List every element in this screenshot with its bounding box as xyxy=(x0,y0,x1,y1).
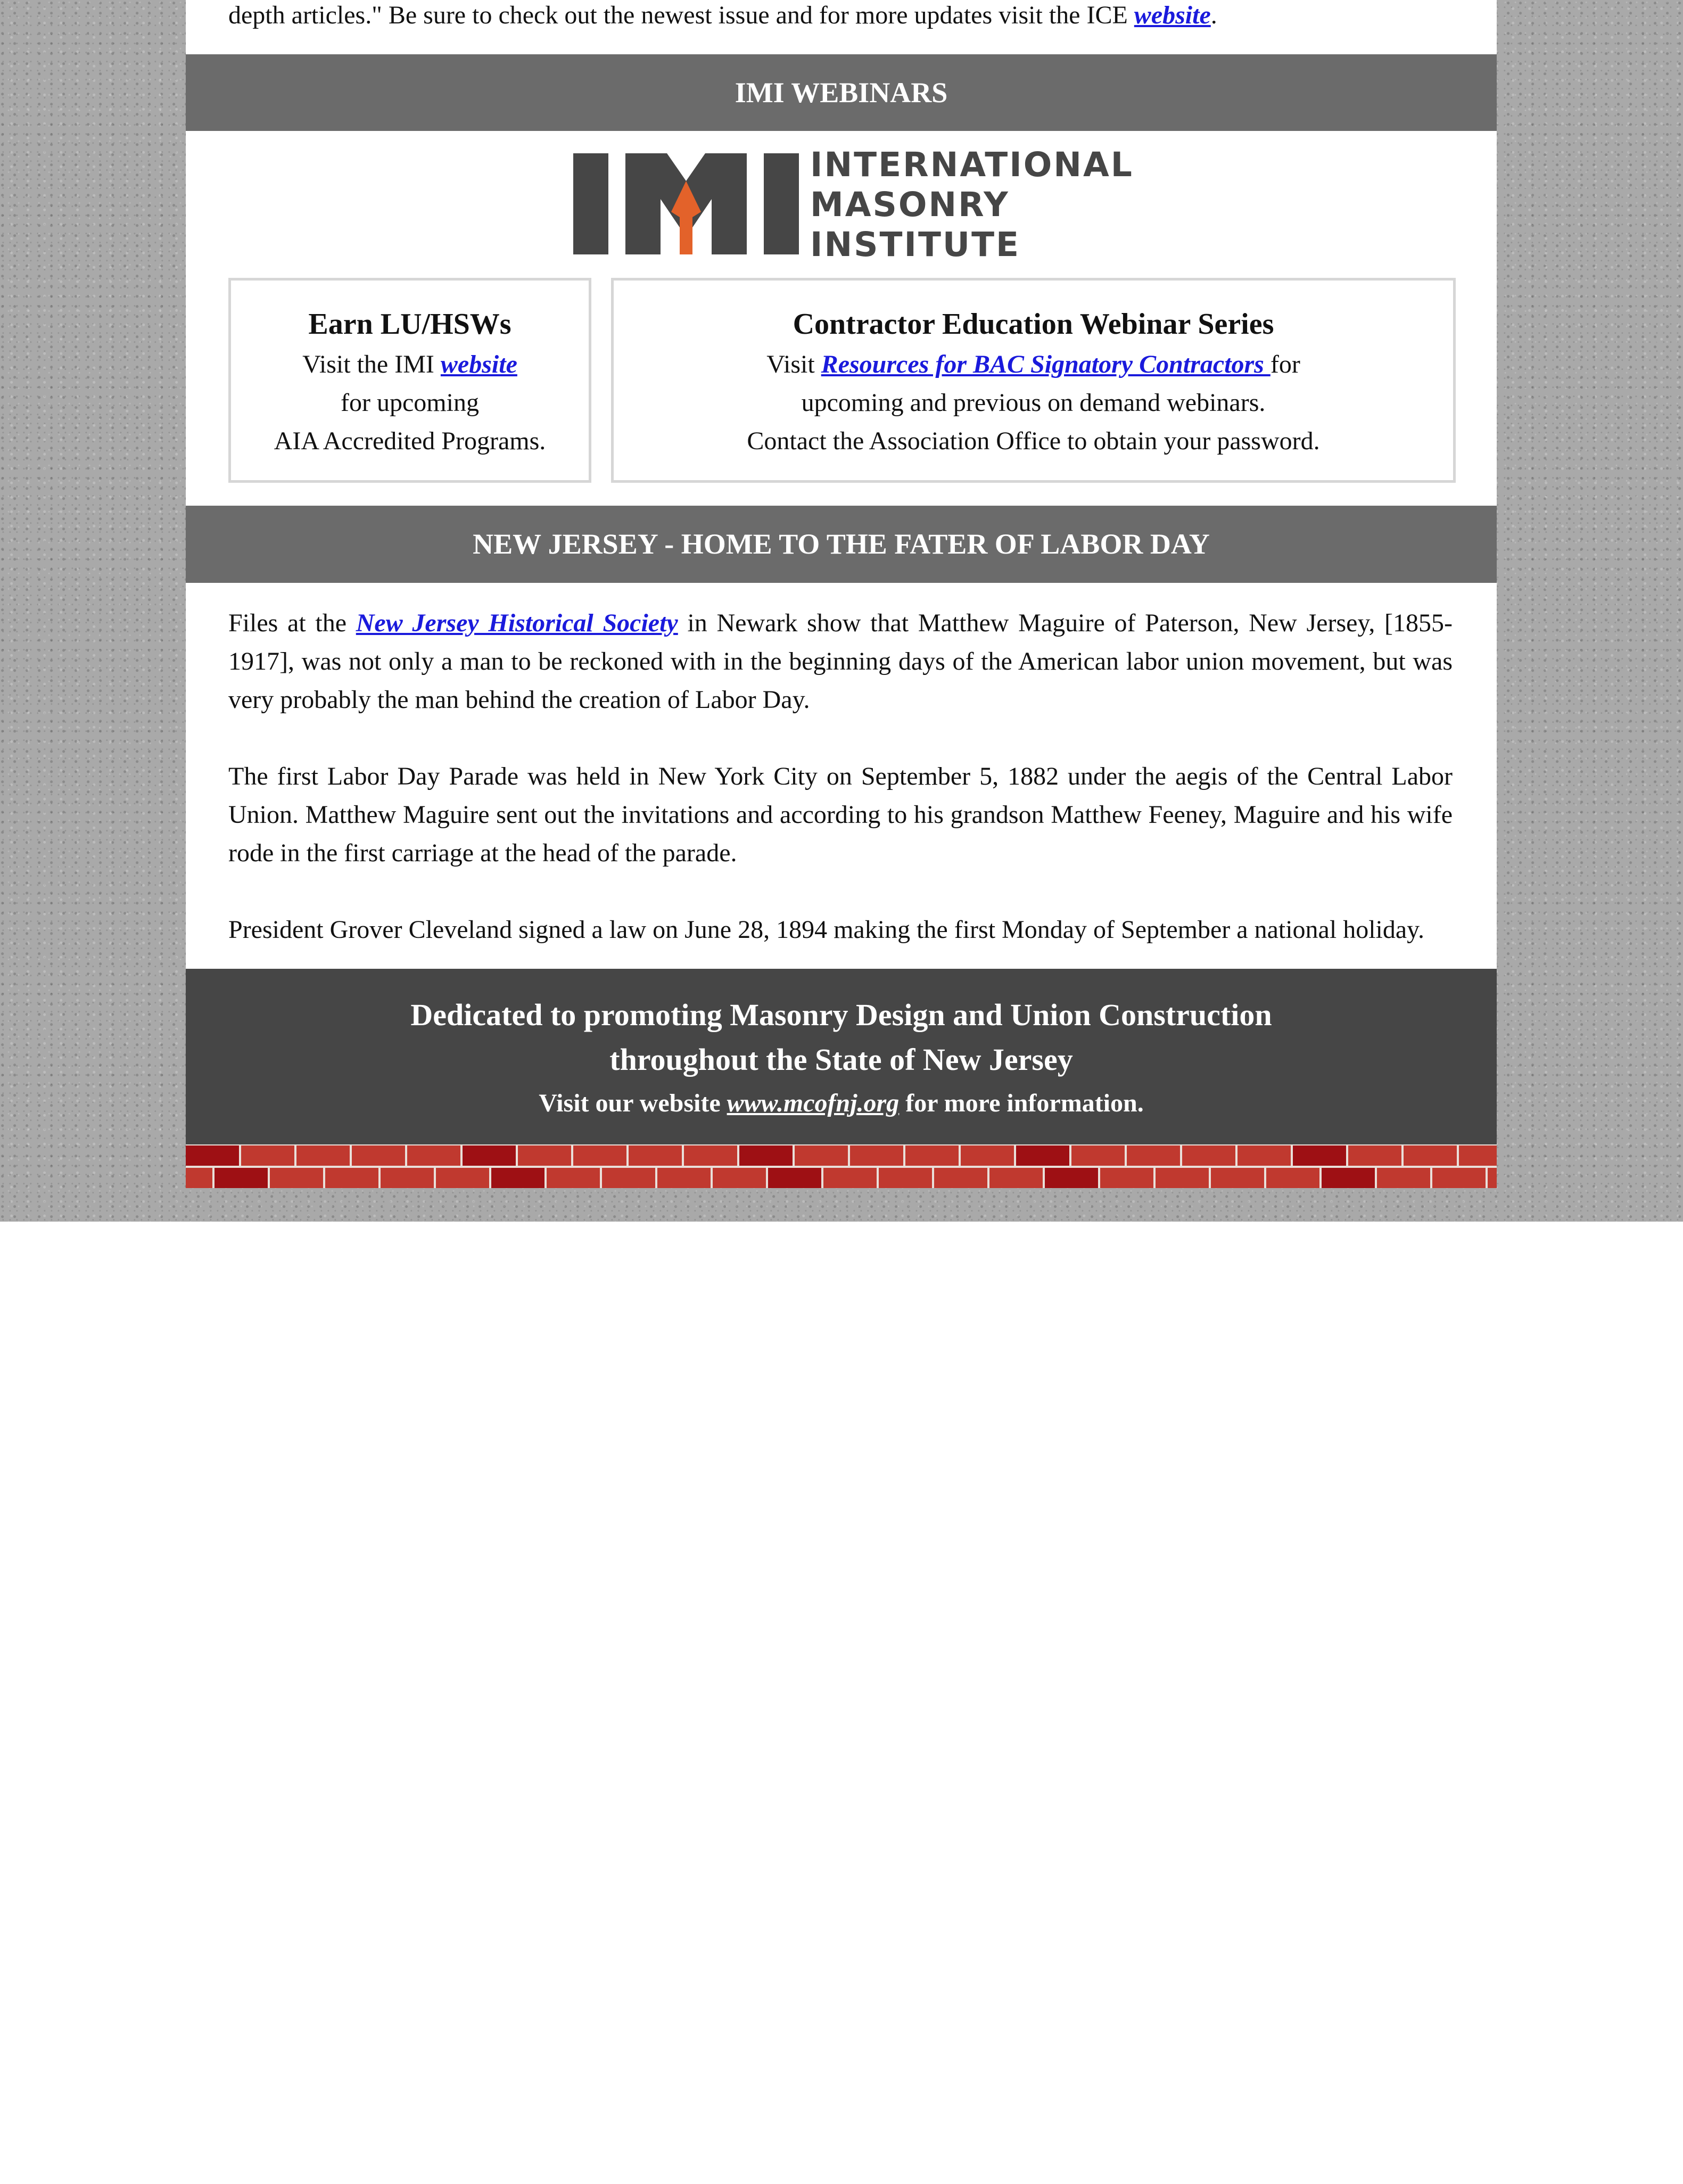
imi-webinars-heading: IMI WEBINARS xyxy=(186,54,1497,131)
brick xyxy=(1127,1145,1180,1166)
earn-lu-hsw-box xyxy=(228,278,591,483)
brick xyxy=(1211,1168,1264,1188)
article-paragraph-1 xyxy=(228,604,1453,719)
brick xyxy=(1238,1145,1291,1166)
brick xyxy=(1100,1168,1153,1188)
brick xyxy=(629,1145,682,1166)
brick-wall-strip xyxy=(186,1144,1497,1188)
contractor-line1-text: Visit xyxy=(766,350,821,378)
brick xyxy=(1404,1145,1457,1166)
contractor-webinar-box xyxy=(611,278,1456,483)
brick xyxy=(325,1168,378,1188)
earn-lu-line2: for upcoming xyxy=(341,389,479,417)
brick xyxy=(905,1145,959,1166)
article-paragraph-2: The first Labor Day Parade was held in New York City on September 5, 1882 under the aegis of the Central Labor Union. Matthew Maguire sent out the invitations and according to his grandson Matthew Feeney, Maguire and his wife rode in the first carriage at the head of the parade. xyxy=(228,762,1453,867)
intro-text: depth articles." Be sure to check out the newest issue and for more updates visit the ICE xyxy=(228,1,1134,29)
contractor-line1 xyxy=(614,345,1453,384)
labor-day-heading: NEW JERSEY - HOME TO THE FATER OF LABOR DAY xyxy=(186,506,1497,583)
footer-visit-text: Visit our website xyxy=(539,1089,727,1117)
bac-resources-link[interactable]: Resources for BAC Signatory Contractors xyxy=(821,350,1270,378)
brick xyxy=(436,1168,489,1188)
brick xyxy=(1488,1168,1497,1188)
brick xyxy=(713,1168,766,1188)
contractor-line1-after: for xyxy=(1270,350,1300,378)
brick xyxy=(1182,1145,1235,1166)
contractor-line2: upcoming and previous on demand webinars. xyxy=(801,389,1266,417)
p1-text-before: Files at the xyxy=(228,609,356,637)
earn-lu-line1-text: Visit the IMI xyxy=(302,350,441,378)
intro-text-end: . xyxy=(1210,1,1217,29)
brick xyxy=(407,1145,460,1166)
brick xyxy=(491,1168,544,1188)
contractor-line3: Contact the Association Office to obtain your password. xyxy=(747,427,1320,455)
brick xyxy=(186,1168,212,1188)
brick xyxy=(1016,1145,1069,1166)
imi-website-link[interactable]: website xyxy=(440,350,517,378)
brick xyxy=(296,1145,350,1166)
brick xyxy=(1071,1145,1125,1166)
brick xyxy=(547,1168,600,1188)
ice-website-link[interactable]: website xyxy=(1134,1,1211,29)
brick xyxy=(739,1145,793,1166)
labor-day-article xyxy=(228,604,1453,987)
mcofnj-website-link[interactable]: www.mcofnj.org xyxy=(727,1089,900,1117)
brick xyxy=(1322,1168,1375,1188)
brick xyxy=(602,1168,655,1188)
logo-line-institute: INSTITUTE xyxy=(810,225,1021,264)
brick xyxy=(1459,1145,1497,1166)
brick xyxy=(961,1145,1014,1166)
brick xyxy=(270,1168,323,1188)
footer-mission-line1: Dedicated to promoting Masonry Design and Union Construction xyxy=(410,998,1272,1032)
brick xyxy=(1293,1145,1346,1166)
brick xyxy=(1348,1145,1401,1166)
brick xyxy=(823,1168,877,1188)
brick xyxy=(795,1145,848,1166)
logo-line-international: INTERNATIONAL xyxy=(810,145,1134,184)
brick xyxy=(241,1145,294,1166)
brick xyxy=(518,1145,571,1166)
brick xyxy=(352,1145,405,1166)
brick xyxy=(934,1168,987,1188)
intro-paragraph-end xyxy=(228,0,1453,31)
brick xyxy=(573,1145,626,1166)
brick xyxy=(1377,1168,1430,1188)
brick xyxy=(1156,1168,1209,1188)
p1-text-after: in Newark show that Matthew Maguire of Paterson, New Jersey, [1855-1917], was not only a man to be reckoned with in the beginning days of the American labor union movement, but was very probably the man behind the creation of Labor Day. xyxy=(228,609,1453,714)
brick xyxy=(1266,1168,1319,1188)
brick xyxy=(850,1145,903,1166)
footer-mission-line2: throughout the State of New Jersey xyxy=(609,1042,1073,1077)
footer-mission xyxy=(186,993,1497,1082)
brick xyxy=(1432,1168,1486,1188)
brick xyxy=(879,1168,932,1188)
earn-lu-line3: AIA Accredited Programs. xyxy=(274,427,546,455)
newsletter-sheet xyxy=(186,0,1497,1188)
footer-visit-line xyxy=(186,1089,1497,1118)
brick xyxy=(684,1145,737,1166)
earn-lu-line1 xyxy=(231,345,589,384)
nj-historical-society-link[interactable]: New Jersey Historical Society xyxy=(356,609,678,637)
brick xyxy=(186,1145,239,1166)
brick xyxy=(768,1168,821,1188)
brick xyxy=(463,1145,516,1166)
imi-logo-wordmark xyxy=(810,145,1134,265)
earn-lu-hsw-title: Earn LU/HSWs xyxy=(308,308,512,341)
brick xyxy=(381,1168,434,1188)
brick xyxy=(1045,1168,1098,1188)
contractor-webinar-title: Contractor Education Webinar Series xyxy=(793,308,1274,341)
brick xyxy=(214,1168,268,1188)
article-paragraph-3: President Grover Cleveland signed a law on June 28, 1894 making the first Monday of September a national holiday. xyxy=(228,916,1425,944)
logo-line-masonry: MASONRY xyxy=(810,185,1010,224)
brick xyxy=(989,1168,1043,1188)
brick xyxy=(657,1168,711,1188)
footer-banner xyxy=(186,969,1497,1144)
footer-visit-after: for more information. xyxy=(899,1089,1144,1117)
